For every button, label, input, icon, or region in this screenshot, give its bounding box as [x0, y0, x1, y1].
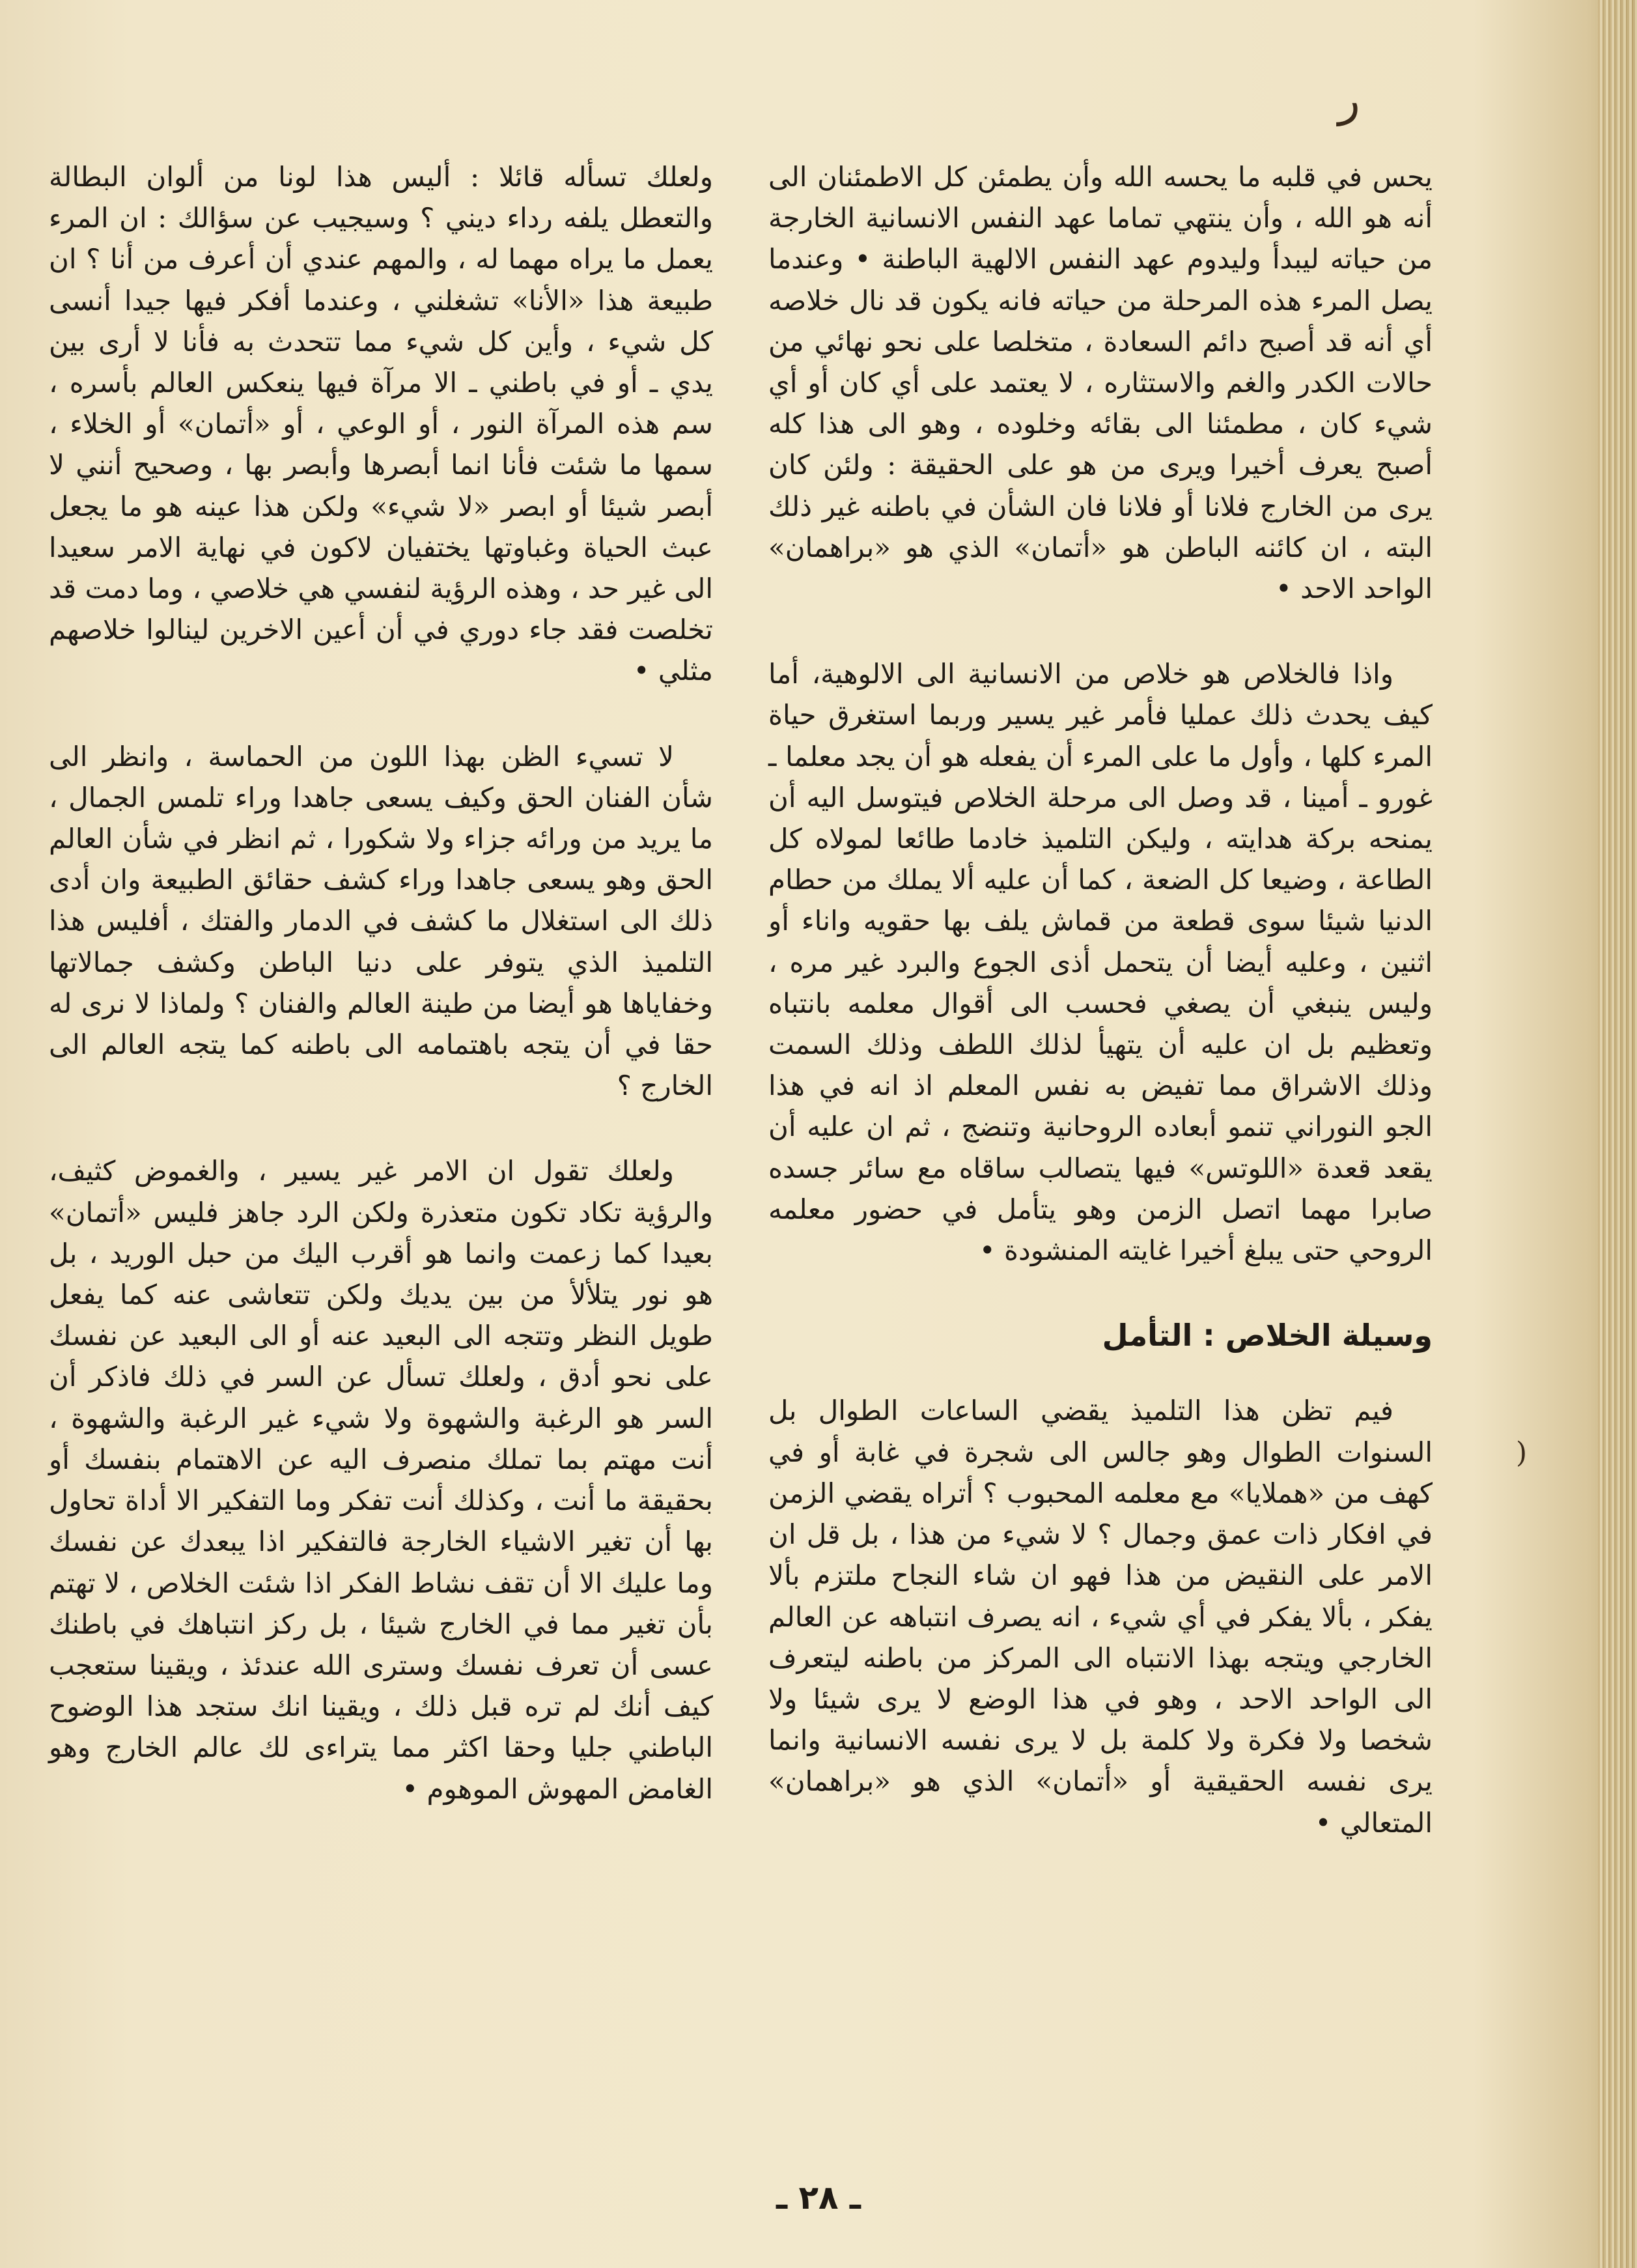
right-paragraph-2: واذا فالخلاص هو خلاص من الانسانية الى الالوهية، أما كيف يحدث ذلك عمليا فأمر غير يسير وربما استغرق حياة المرء كلها ، وأول ما على المرء أن يفعله هو أن يجد معلما ـ غورو ـ أمينا ، قد وصل الى مرحلة الخلاص فيتوسل اليه أن يمنحه بركة هدايته ، وليكن التلميذ خادما طائعا لمولاه كل الطاعة ، وضيعا كل الضعة ، كما أن عليه ألا يملك من حطام الدنيا شيئا سوى قطعة من قماش يلف بها حقويه واناء أو اثنين ، وعليه أيضا أن يتحمل أذى الجوع والبرد غير مره ، وليس ينبغي أن يصغي فحسب الى أقوال معلمه بانتباه وتعظيم بل ان عليه أن يتهيأ لذلك اللطف وذلك السمت وذلك الاشراق مما تفيض به نفس المعلم اذ انه في هذا الجو النوراني تنمو أبعاده الروحانية وتنضج ، ثم ان عليه أن يقعد قعدة «اللوتس» فيها يتصالب ساقاه مع سائر جسده صابرا مهما اتصل الزمن وهو يتأمل في حضور معلمه الروحي حتى يبلغ أخيرا غايته المنشودة • — [768, 658, 1433, 1267]
left-paragraph-2: لا تسيء الظن بهذا اللون من الحماسة ، وانظر الى شأن الفنان الحق وكيف يسعى جاهدا وراء تلمس الجمال ، ما يريد من ورائه جزاء ولا شكورا ، ثم انظر في شأن العالم الحق وهو يسعى جاهدا وراء كشف حقائق الطبيعة وان أدى ذلك الى استغلال ما كشف في الدمار والفتك ، أفليس هذا التلميذ الذي يتوفر على دنيا الباطن وكشف جمالاتها وخفاياها هو أيضا من طينة العالم والفنان ؟ ولماذا لا نرى له حقا في أن يتجه باهتمامه الى باطنه كما يتجه العالم الى الخارج ؟ — [49, 740, 713, 1102]
right-paragraph-3: فيم تظن هذا التلميذ يقضي الساعات الطوال بل السنوات الطوال وهو جالس الى شجرة في غابة أو في كهف من «هملايا» مع معلمه المحبوب ؟ أتراه يقضي الزمن في افكار ذات عمق وجمال ؟ لا شيء من هذا ، بل قل ان الامر على النقيض من هذا فهو ان شاء النجاح ملتزم بألا يفكر ، بألا يفكر في أي شيء ، انه يصرف انتباهه عن العالم الخارجي ويتجه بهذا الانتباه الى المركز من باطنه ليتعرف الى الواحد الاحد ، وهو في هذا الوضع لا يرى شيئا ولا شخصا ولا فكرة ولا كلمة بل لا يرى نفسه الانسانية وانما يرى نفسه الحقيقية أو «أتمان» الذي هو «براهمان» المتعالي • — [768, 1395, 1433, 1839]
right-column — [768, 156, 1433, 1888]
left-paragraph-3: ولعلك تقول ان الامر غير يسير ، والغموض كثيف، والرؤية تكاد تكون متعذرة ولكن الرد جاهز فليس «أتمان» بعيدا كما زعمت وانما هو أقرب اليك من حبل الوريد ، بل هو نور يتلألأ من بين يديك ولكن تتعاشى عنه كما يفعل طويل النظر وتتجه الى البعيد عنه أو الى البعيد عن نفسك على نحو أدق ، ولعلك تسأل عن السر في ذلك فاذكر أن السر هو الرغبة والشهوة ولا شيء غير الرغبة والشهوة ، أنت مهتم بما تملك منصرف اليه عن الاهتمام بنفسك أو بحقيقة ما أنت ، وكذلك أنت تفكر وما التفكير الا أداة تحاول بها أن تغير الاشياء الخارجة فالتفكير اذا يبعدك عن نفسك وما عليك الا أن تقف نشاط الفكر اذا شئت الخلاص ، لا تهتم بأن تغير مما في الخارج شيئا ، بل ركز انتباهك في باطنك عسى أن تعرف نفسك وسترى الله عندئذ ، ويقينا ستعجب كيف أنك لم تره قبل ذلك ، ويقينا انك ستجد هذا الوضوح الباطني جليا وحقا اكثر مما يتراءى لك عالم الخارج وهو الغامض المهوش الموهوم • — [49, 1155, 713, 1805]
page-number: ـ ٢٨ ـ — [776, 2179, 861, 2217]
margin-mark-top: ﺭ — [1338, 73, 1360, 126]
left-paragraph-1: ولعلك تسأله قائلا : أليس هذا لونا من ألوان البطالة والتعطل يلفه رداء ديني ؟ وسيجيب عن سؤالك : ان المرء يعمل ما يراه مهما له ، والمهم عندي أن أعرف من أنا ؟ ان طبيعة هذا «الأنا» تشغلني ، وعندما أفكر فيها جيدا أنسى كل شيء ، وأين كل شيء مما تتحدث به فأنا لا أرى بين يدي ـ أو في باطني ـ الا مرآة فيها ينعكس العالم بأسره ، سم هذه المرآة النور ، أو الوعي ، أو «أتمان» أو الخلاء ، سمها ما شئت فأنا انما أبصرها وأبصر بها ، وصحيح أنني لا أبصر شيئا أو ابصر «لا شيء» ولكن هذا عينه هو ما يجعل عبث الحياة وغباوتها يختفيان لاكون في نهاية الامر سعيدا الى غير حد ، وهذه الرؤية لنفسي هي خلاصي ، وما دمت قد تخلصت فقد جاء دوري في أن أعين الاخرين لينالوا خلاصهم مثلي • — [49, 161, 713, 687]
right-paragraph-1: يحس في قلبه ما يحسه الله وأن يطمئن كل الاطمئنان الى أنه هو الله ، وأن ينتهي تماما عهد النفس الانسانية الخارجة من حياته ليبدأ وليدوم عهد النفس الالهية الباطنة • وعندما يصل المرء هذه المرحلة من حياته فانه يكون قد نال خلاصه أي أنه قد أصبح دائم السعادة ، متخلصا على نحو نهائي من حالات الكدر والغم والاستثاره ، لا يعتمد على أي كان أو أي شيء كان ، مطمئنا الى بقائه وخلوده ، وهو الى هذا كله أصبح يعرف أخيرا ويرى من هو على الحقيقة : ولئن كان يرى من الخارج فلانا أو فلانا فان الشأن في باطنه غير ذلك البته ، ان كائنه الباطن هو «أتمان» الذي هو «براهمان» الواحد الاحد • — [768, 161, 1433, 605]
page-edge-binding — [1598, 0, 1637, 2268]
section-heading: وسيلة الخلاص : التأمل — [1102, 1318, 1433, 1354]
left-column — [49, 156, 713, 1854]
margin-mark-side: ( — [1516, 1436, 1528, 1469]
